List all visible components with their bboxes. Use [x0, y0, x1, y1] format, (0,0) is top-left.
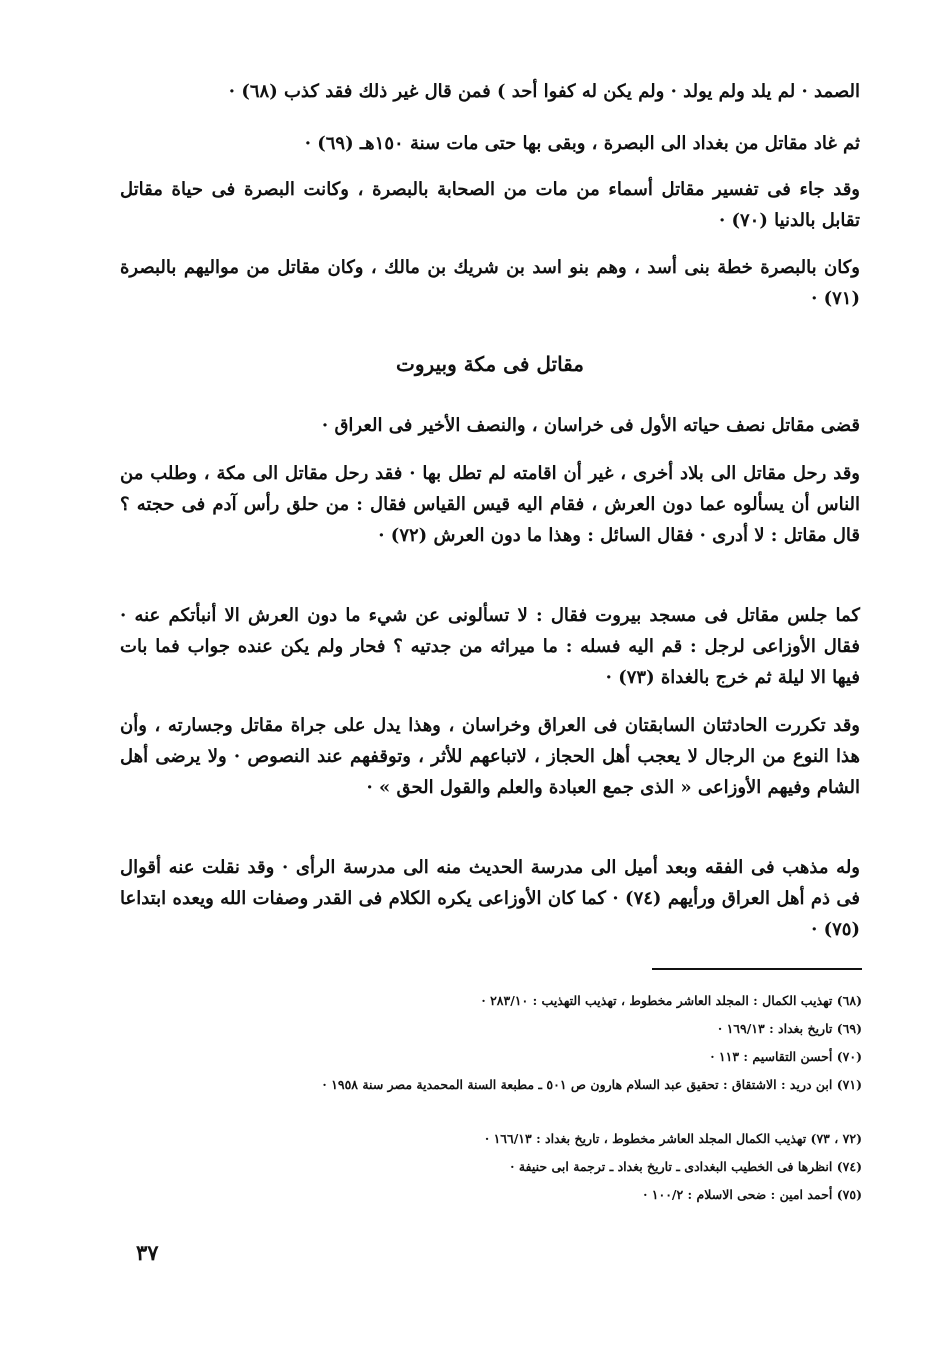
paragraph-7: كما جلس مقاتل فى مسجد بيروت فقال : لا تسألونى عن شيء ما دون العرش الا أنبأتكم عنه · فقال الأوزاعى لرجل : قم اليه فسله : ما ميراثه من جدتيه ؟ فحار ولم يكن عنده جواب فما بات فيها الا ليلة ثم خرج بالغداة (٧٣) ·: [120, 605, 860, 688]
footnote-separator: [652, 968, 862, 970]
paragraph-1: الصمد · لم يلد ولم يولد · ولم يكن له كفوا أحد ) فمن قال غير ذلك فقد كذب (٦٨) ·: [228, 81, 860, 102]
paragraph-5: قضى مقاتل نصف حياته الأول فى خراسان ، والنصف الأخير فى العراق ·: [321, 415, 860, 436]
paragraph-6: وقد رحل مقاتل الى بلاد أخرى ، غير أن اقامته لم تطل بها · فقد رحل مقاتل الى مكة ، وطلب من الناس أن يسألوه عما دون العرش ، فقام اليه قيس القياس فقال : من حلق رأس آدم فى حجته ؟ قال مقاتل : لا أدرى · فقال السائل : وهذا ما دون العرش (٧٢) ·: [120, 463, 860, 546]
paragraph-8: وقد تكررت الحادثتان السابقتان فى العراق وخراسان ، وهذا يدل على جراة مقاتل وجسارته ، وأن هذا النوع من الرجال لا يعجب أهل الحجاز ، لاتباعهم للأثر ، وتوقفهم عند النصوص · ولا يرضى أهل الشام وفيهم الأوزاعى « الذى جمع العبادة والعلم والقول الحق » ·: [120, 715, 860, 798]
footnote-75: (٧٥) أحمد امين : ضحى الاسلام : ١٠٠/٢ ·: [643, 1187, 862, 1202]
paragraph-4: وكان بالبصرة خطة بنى أسد ، وهم بنو اسد بن شريك بن مالك ، وكان مقاتل من مواليهم بالبصرة (٧١) ·: [120, 257, 860, 309]
page-number: ٣٧: [136, 1240, 159, 1265]
paragraph-9: وله مذهب فى الفقه وبعد أميل الى مدرسة الحديث منه الى مدرسة الرأى · وقد نقلت عنه أقوال فى ذم أهل العراق ورأيهم (٧٤) · كما كان الأوزاعى يكره الكلام فى القدر وصفات الله ويعده ابتداعا (٧٥) ·: [120, 857, 861, 940]
section-title: مقاتل فى مكة وبيروت: [395, 352, 585, 376]
footnote-70: (٧٠) أحسن التقاسيم : ١١٣ ·: [710, 1049, 862, 1064]
footnote-69: (٦٩) تاريخ بغداد : ١٦٩/١٣ ·: [717, 1021, 862, 1036]
paragraph-2: ثم غاد مقاتل من بغداد الى البصرة ، وبقى بها حتى مات سنة ١٥٠هـ (٦٩) ·: [304, 133, 860, 154]
footnote-74: (٧٤) انظرها فى الخطيب البغدادى ـ تاريخ بغداد ـ ترجمة ابى حنيفة ·: [510, 1159, 862, 1174]
footnote-71: (٧١) ابن دريد : الاشتقاق : تحقيق عبد السلام هارون ص ٥٠١ ـ مطبعة السنة المحمدية مصر سنة ١٩٥٨ ·: [322, 1077, 862, 1092]
paragraph-3: وقد جاء فى تفسير مقاتل أسماء من مات من الصحابة بالبصرة ، وكانت البصرة فى حياة مقاتل تقابل بالدنيا (٧٠) ·: [120, 179, 860, 231]
footnote-72-73: (٧٢ ، ٧٣) تهذيب الكمال المجلد العاشر مخطوط ، تاريخ بغداد : ١٦٦/١٣ ·: [484, 1131, 862, 1146]
footnote-68: (٦٨) تهذيب الكمال : المجلد العاشر مخطوط ، تهذيب التهذيب : ٢٨٣/١٠ ·: [481, 993, 862, 1008]
